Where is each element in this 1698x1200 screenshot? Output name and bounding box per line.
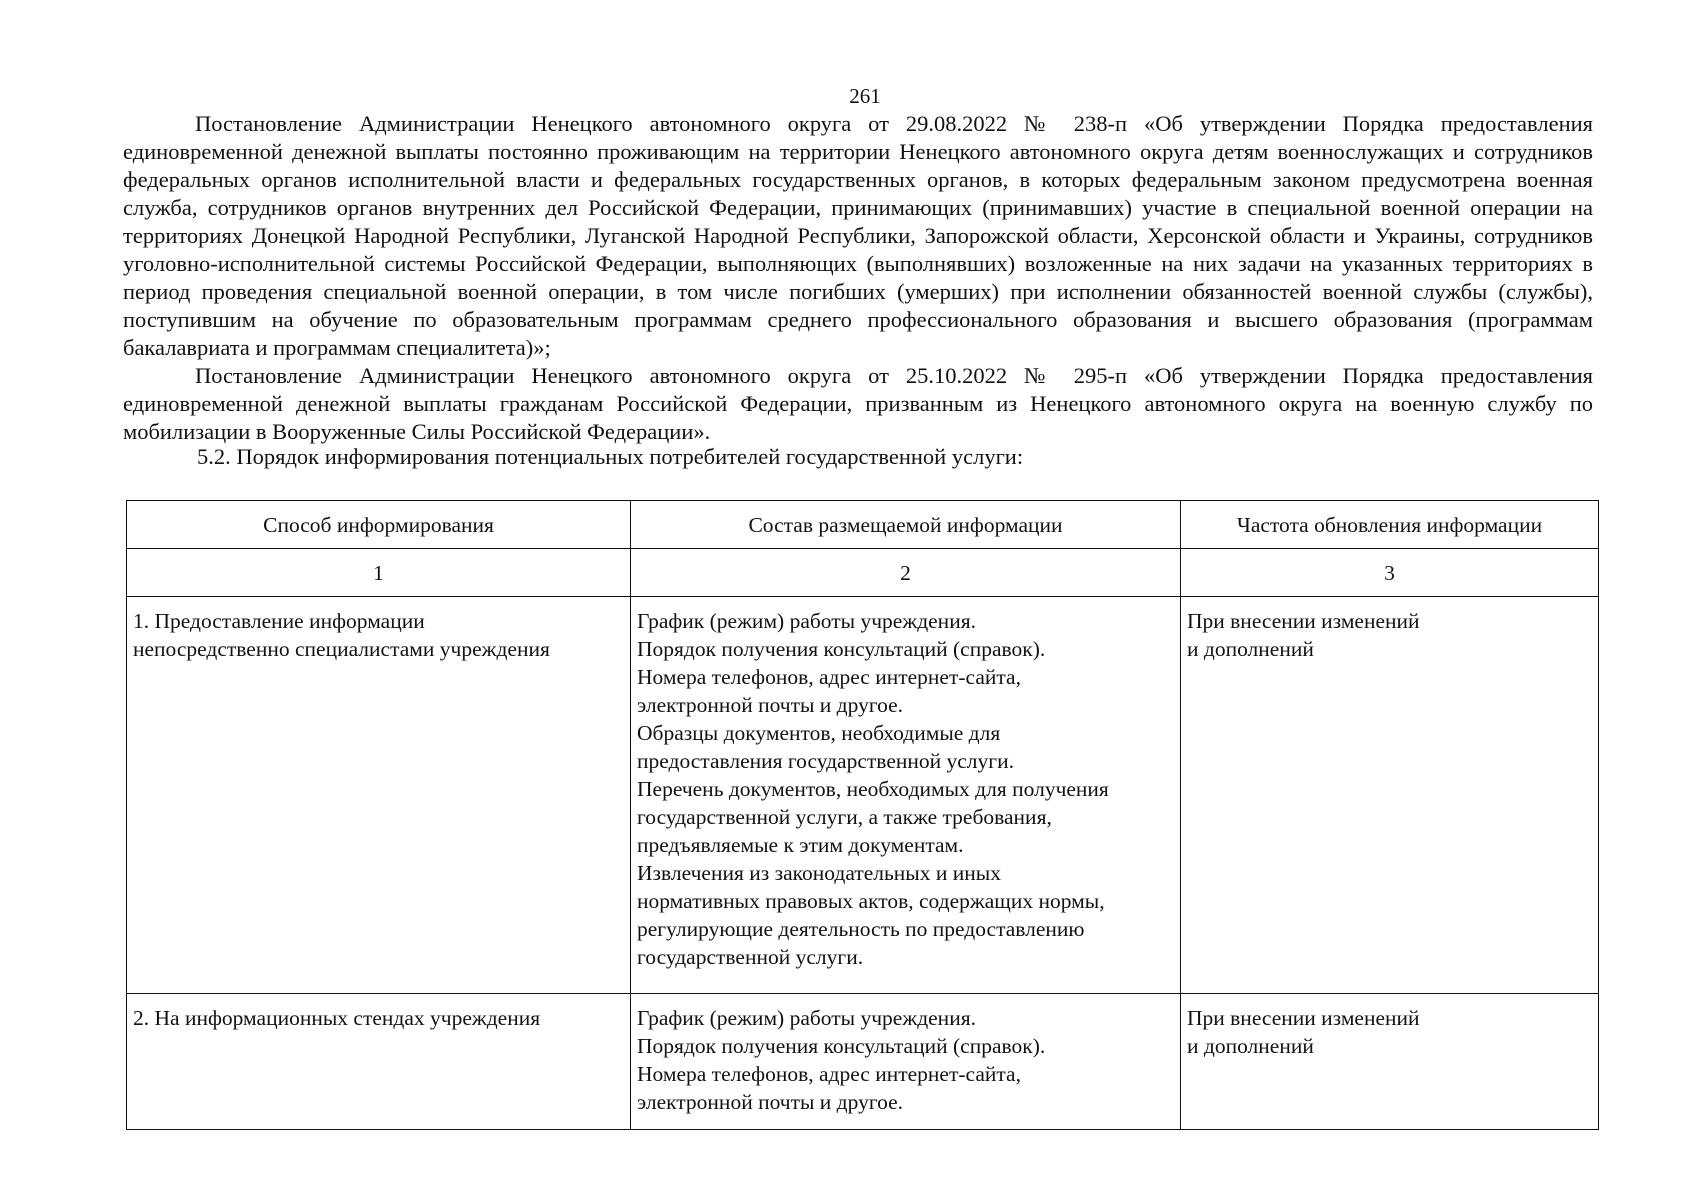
table-header-row xyxy=(127,501,1599,549)
cell-line: При внесении изменений xyxy=(1187,1006,1420,1030)
cell-line: непосредственно специалистами учреждения xyxy=(133,637,550,661)
page-number: 261 xyxy=(849,84,881,108)
cell-line: Номера телефонов, адрес интернет-сайта, xyxy=(637,1062,1021,1086)
cell-line: Номера телефонов, адрес интернет-сайта, xyxy=(637,665,1021,689)
cell-line: При внесении изменений xyxy=(1187,609,1420,633)
table-cell-content xyxy=(631,597,1181,994)
cell-line: предоставления государственной услуги. xyxy=(637,749,1014,773)
cell-line: 2. На информационных стендах учреждения xyxy=(133,1006,541,1030)
cell-line: График (режим) работы учреждения. xyxy=(637,1006,976,1030)
cell-line: Извлечения из законодательных и иных xyxy=(637,861,1001,885)
cell-line: нормативных правовых актов, содержащих нормы, xyxy=(637,889,1105,913)
information-table xyxy=(126,500,1599,1130)
cell-line: 1. Предоставление информации xyxy=(133,609,425,633)
cell-line: Образцы документов, необходимые для xyxy=(637,721,1001,745)
table-cell-method xyxy=(127,994,631,1130)
cell-line: и дополнений xyxy=(1187,1034,1314,1058)
column-number: 1 xyxy=(127,549,631,597)
column-header-content: Состав размещаемой информации xyxy=(631,501,1181,549)
table-cell-frequency xyxy=(1181,994,1599,1130)
cell-line: регулирующие деятельность по предоставлению xyxy=(637,917,1085,941)
column-header-frequency: Частота обновления информации xyxy=(1181,501,1599,549)
section-heading: 5.2. Порядок информирования потенциальных потребителей государственной услуги: xyxy=(197,444,1024,469)
cell-line: Перечень документов, необходимых для получения xyxy=(637,777,1109,801)
column-number: 3 xyxy=(1181,549,1599,597)
table-number-row xyxy=(127,549,1599,597)
paragraph-resolution-238: Постановление Администрации Ненецкого автономного округа от 29.08.2022 № 238-п «Об утверждении Порядка предоставления единовременной денежной выплаты постоянно проживающим на территории Ненецкого автономного округа детям военнослужащих и сотрудников федеральных органов исполнительной власти и федеральных государственных органов, в которых федеральным законом предусмотрена военная служба, сотрудников органов внутренних дел Российской Федерации, принимающих (принимавших) участие в специальной военной операции на территориях Донецкой Народной Республики, Луганской Народной Республики, Запорожской области, Херсонской области и Украины, сотрудников уголовно-исполнительной системы Российской Федерации, выполняющих (выполнявших) возложенные на них задачи на указанных территориях в период проведения специальной военной операции, в том числе погибших (умерших) при исполнении обязанностей военной службы (службы), поступившим на обучение по образовательным программам среднего профессионального образования и высшего образования (программам бакалавриата и программам специалитета)»; xyxy=(123,111,1593,360)
cell-line: и дополнений xyxy=(1187,637,1314,661)
cell-line: предъявляемые к этим документам. xyxy=(637,833,964,857)
body-text xyxy=(123,110,1593,446)
table-row xyxy=(127,597,1599,994)
table-cell-content xyxy=(631,994,1181,1130)
cell-line: электронной почты и другое. xyxy=(637,1090,904,1114)
table-cell-method xyxy=(127,597,631,994)
paragraph-resolution-295: Постановление Администрации Ненецкого автономного округа от 25.10.2022 № 295-п «Об утверждении Порядка предоставления единовременной денежной выплаты гражданам Российской Федерации, призванным из Ненецкого автономного округа на военную службу по мобилизации в Вооруженные Силы Российской Федерации». xyxy=(123,363,1593,444)
cell-line: График (режим) работы учреждения. xyxy=(637,609,976,633)
cell-line: Порядок получения консультаций (справок). xyxy=(637,1034,1046,1058)
cell-line: электронной почты и другое. xyxy=(637,693,904,717)
cell-line: государственной услуги, а также требования, xyxy=(637,805,1052,829)
table-cell-frequency xyxy=(1181,597,1599,994)
cell-line: Порядок получения консультаций (справок). xyxy=(637,637,1046,661)
column-header-method: Способ информирования xyxy=(127,501,631,549)
cell-line: государственной услуги. xyxy=(637,945,864,969)
column-number: 2 xyxy=(631,549,1181,597)
table-row xyxy=(127,994,1599,1130)
